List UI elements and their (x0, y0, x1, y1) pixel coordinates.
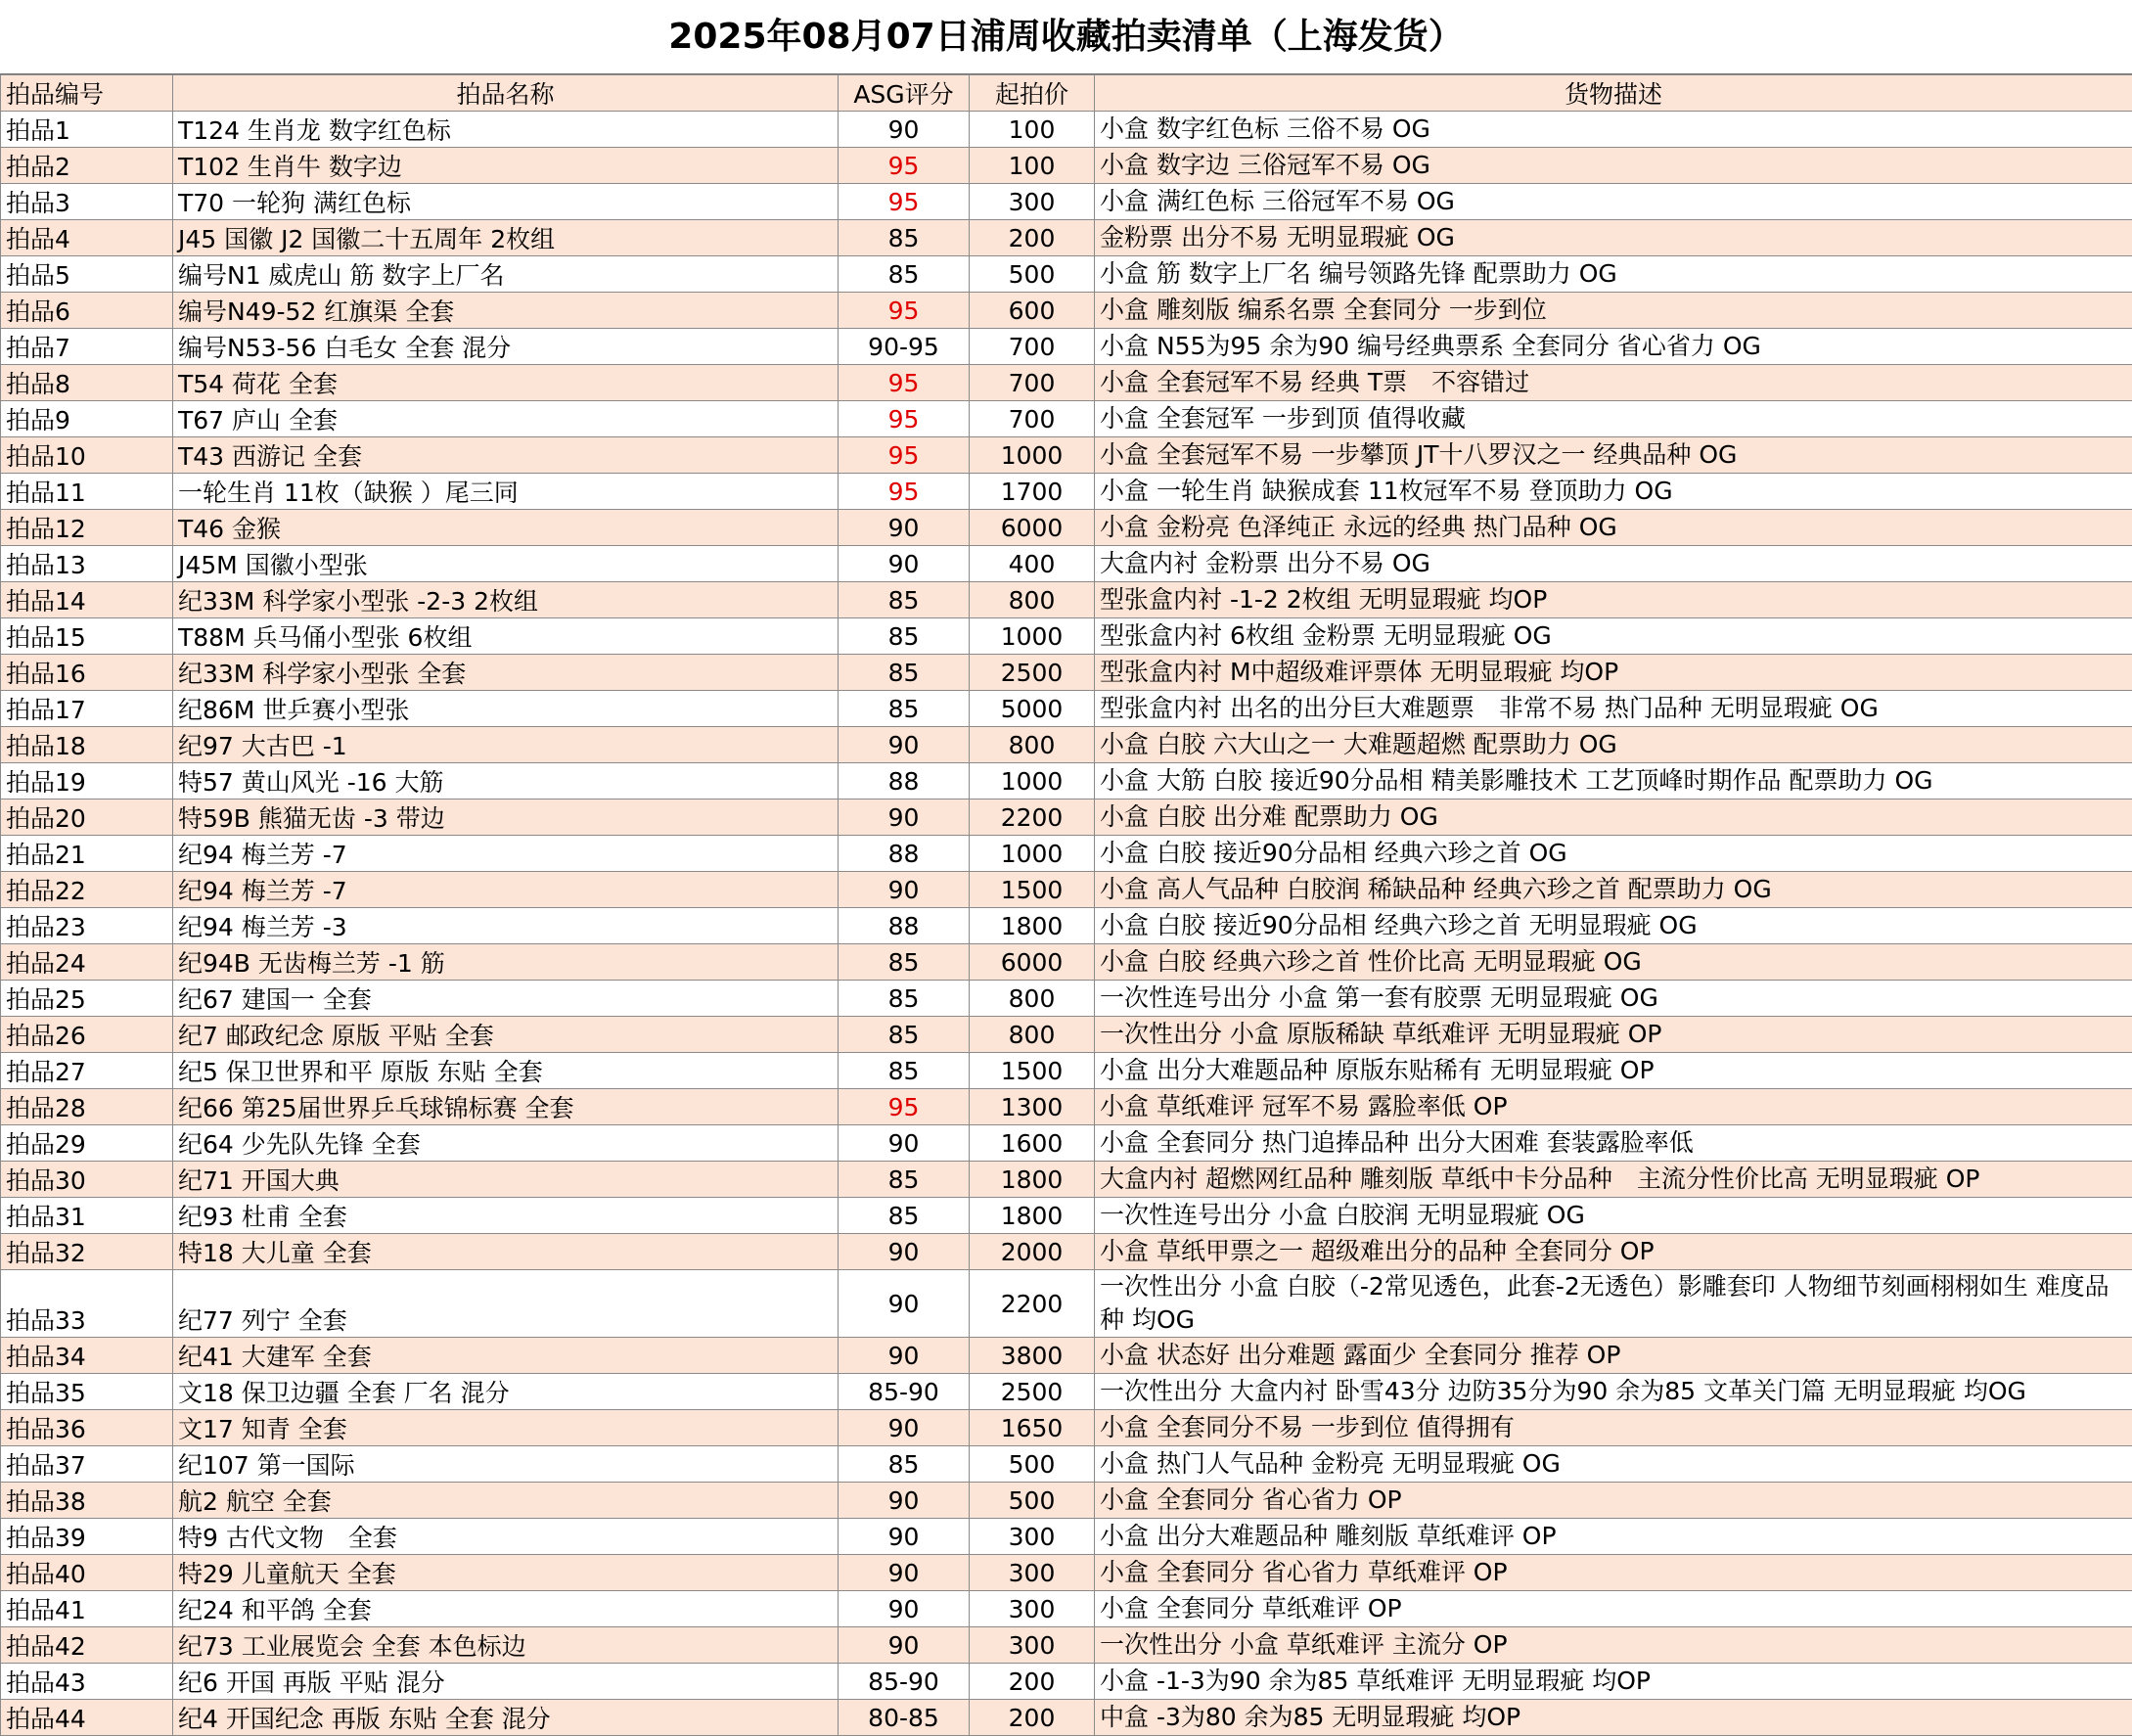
start-price-cell: 600 (970, 293, 1095, 329)
asg-score-cell: 85 (839, 1446, 970, 1483)
lot-id-cell: 拍品37 (1, 1446, 173, 1483)
asg-score-cell: 85 (839, 691, 970, 727)
lot-id-cell: 拍品32 (1, 1234, 173, 1270)
table-row (1, 329, 2132, 365)
table-row (1, 220, 2132, 256)
lot-id-cell: 拍品23 (1, 908, 173, 944)
start-price-cell: 1700 (970, 474, 1095, 510)
description-cell: 型张盒内衬 出名的出分巨大难题票 非常不易 热门品种 无明显瑕疵 OG (1095, 691, 2132, 727)
asg-score-cell: 85 (839, 655, 970, 691)
lot-name-cell: T124 生肖龙 数字红色标 (173, 112, 839, 148)
description-cell: 一次性连号出分 小盒 第一套有胶票 无明显瑕疵 OG (1095, 981, 2132, 1017)
header-asg-score: ASG评分 (839, 75, 970, 112)
page-title: 2025年08月07日浦周收藏拍卖清单（上海发货） (0, 0, 2132, 74)
asg-score-cell: 85-90 (839, 1664, 970, 1700)
lot-name-cell: 编号N53-56 白毛女 全套 混分 (173, 329, 839, 365)
description-cell: 小盒 全套冠军不易 一步攀顶 JT十八罗汉之一 经典品种 OG (1095, 437, 2132, 474)
lot-name-cell: T46 金猴 (173, 510, 839, 546)
lot-id-cell: 拍品11 (1, 474, 173, 510)
table-row (1, 836, 2132, 872)
lot-id-cell: 拍品12 (1, 510, 173, 546)
asg-score-cell: 95 (839, 1089, 970, 1125)
description-cell: 小盒 筋 数字上厂名 编号领路先锋 配票助力 OG (1095, 256, 2132, 293)
lot-name-cell: 特18 大儿童 全套 (173, 1234, 839, 1270)
description-cell: 小盒 白胶 出分难 配票助力 OG (1095, 799, 2132, 836)
asg-score-cell: 90 (839, 546, 970, 582)
description-cell: 小盒 大筋 白胶 接近90分品相 精美影雕技术 工艺顶峰时期作品 配票助力 OG (1095, 763, 2132, 799)
asg-score-cell: 85 (839, 256, 970, 293)
asg-score-cell: 95 (839, 365, 970, 401)
table-row (1, 1627, 2132, 1664)
table-row (1, 1410, 2132, 1446)
lot-name-cell: 纪64 少先队先锋 全套 (173, 1125, 839, 1162)
description-cell: 金粉票 出分不易 无明显瑕疵 OG (1095, 220, 2132, 256)
header-start-price: 起拍价 (970, 75, 1095, 112)
asg-score-cell: 85 (839, 1198, 970, 1234)
table-row (1, 1446, 2132, 1483)
asg-score-cell: 90 (839, 1555, 970, 1591)
table-row (1, 1234, 2132, 1270)
description-cell: 小盒 雕刻版 编系名票 全套同分 一步到位 (1095, 293, 2132, 329)
start-price-cell: 700 (970, 401, 1095, 437)
lot-id-cell: 拍品18 (1, 727, 173, 763)
table-row (1, 1374, 2132, 1410)
lot-id-cell: 拍品42 (1, 1627, 173, 1664)
start-price-cell: 6000 (970, 944, 1095, 981)
start-price-cell: 1000 (970, 836, 1095, 872)
lot-name-cell: 特57 黄山风光 -16 大筋 (173, 763, 839, 799)
table-row (1, 546, 2132, 582)
asg-score-cell: 90 (839, 1410, 970, 1446)
start-price-cell: 2200 (970, 1270, 1095, 1338)
table-row (1, 401, 2132, 437)
lot-name-cell: T102 生肖牛 数字边 (173, 148, 839, 184)
table-row (1, 1700, 2132, 1736)
table-row (1, 1017, 2132, 1053)
lot-id-cell: 拍品24 (1, 944, 173, 981)
lot-id-cell: 拍品33 (1, 1270, 173, 1338)
asg-score-cell: 85 (839, 582, 970, 618)
lot-id-cell: 拍品39 (1, 1519, 173, 1555)
description-cell: 小盒 白胶 接近90分品相 经典六珍之首 OG (1095, 836, 2132, 872)
table-row (1, 365, 2132, 401)
table-row (1, 655, 2132, 691)
start-price-cell: 300 (970, 1591, 1095, 1627)
asg-score-cell: 80-85 (839, 1700, 970, 1736)
table-row (1, 1591, 2132, 1627)
start-price-cell: 300 (970, 184, 1095, 220)
asg-score-cell: 90 (839, 872, 970, 908)
table-row (1, 474, 2132, 510)
description-cell: 型张盒内衬 6枚组 金粉票 无明显瑕疵 OG (1095, 618, 2132, 655)
lot-id-cell: 拍品25 (1, 981, 173, 1017)
start-price-cell: 200 (970, 220, 1095, 256)
asg-score-cell: 90 (839, 1591, 970, 1627)
lot-id-cell: 拍品20 (1, 799, 173, 836)
description-cell: 小盒 出分大难题品种 雕刻版 草纸难评 OP (1095, 1519, 2132, 1555)
lot-name-cell: 文17 知青 全套 (173, 1410, 839, 1446)
lot-name-cell: 纪97 大古巴 -1 (173, 727, 839, 763)
asg-score-cell: 88 (839, 836, 970, 872)
start-price-cell: 300 (970, 1555, 1095, 1591)
table-row (1, 256, 2132, 293)
description-cell: 型张盒内衬 -1-2 2枚组 无明显瑕疵 均OP (1095, 582, 2132, 618)
lot-name-cell: 纪6 开国 再版 平贴 混分 (173, 1664, 839, 1700)
table-row (1, 112, 2132, 148)
lot-name-cell: 纪107 第一国际 (173, 1446, 839, 1483)
start-price-cell: 2500 (970, 1374, 1095, 1410)
description-cell: 小盒 -1-3为90 余为85 草纸难评 无明显瑕疵 均OP (1095, 1664, 2132, 1700)
lot-id-cell: 拍品7 (1, 329, 173, 365)
table-row (1, 944, 2132, 981)
asg-score-cell: 95 (839, 293, 970, 329)
lot-id-cell: 拍品27 (1, 1053, 173, 1089)
lot-name-cell: 纪66 第25届世界乒乓球锦标赛 全套 (173, 1089, 839, 1125)
start-price-cell: 2200 (970, 799, 1095, 836)
description-cell: 大盒内衬 超燃网红品种 雕刻版 草纸中卡分品种 主流分性价比高 无明显瑕疵 OP (1095, 1162, 2132, 1198)
header-lot-name: 拍品名称 (173, 75, 839, 112)
start-price-cell: 800 (970, 1017, 1095, 1053)
table-body (1, 112, 2132, 1736)
description-cell: 小盒 出分大难题品种 原版东贴稀有 无明显瑕疵 OP (1095, 1053, 2132, 1089)
lot-name-cell: 纪4 开国纪念 再版 东贴 全套 混分 (173, 1700, 839, 1736)
lot-name-cell: 编号N49-52 红旗渠 全套 (173, 293, 839, 329)
lot-id-cell: 拍品1 (1, 112, 173, 148)
table-row (1, 691, 2132, 727)
table-row (1, 1125, 2132, 1162)
start-price-cell: 100 (970, 148, 1095, 184)
table-row (1, 727, 2132, 763)
start-price-cell: 100 (970, 112, 1095, 148)
lot-name-cell: T67 庐山 全套 (173, 401, 839, 437)
lot-id-cell: 拍品40 (1, 1555, 173, 1591)
start-price-cell: 1800 (970, 908, 1095, 944)
start-price-cell: 1650 (970, 1410, 1095, 1446)
table-row (1, 437, 2132, 474)
table-header-row (1, 75, 2132, 112)
lot-id-cell: 拍品26 (1, 1017, 173, 1053)
lot-id-cell: 拍品15 (1, 618, 173, 655)
asg-score-cell: 85 (839, 220, 970, 256)
table-row (1, 981, 2132, 1017)
lot-id-cell: 拍品14 (1, 582, 173, 618)
start-price-cell: 200 (970, 1700, 1095, 1736)
lot-id-cell: 拍品34 (1, 1338, 173, 1374)
asg-score-cell: 85-90 (839, 1374, 970, 1410)
asg-score-cell: 90 (839, 1270, 970, 1338)
start-price-cell: 2500 (970, 655, 1095, 691)
description-cell: 小盒 N55为95 余为90 编号经典票系 全套同分 省心省力 OG (1095, 329, 2132, 365)
table-row (1, 763, 2132, 799)
table-row (1, 1664, 2132, 1700)
description-cell: 一次性出分 小盒 白胶（-2常见透色，此套-2无透色）影雕套印 人物细节刻画栩栩如生 难度品种 均OG (1095, 1270, 2132, 1338)
description-cell: 小盒 全套同分 省心省力 OP (1095, 1483, 2132, 1519)
start-price-cell: 1800 (970, 1198, 1095, 1234)
start-price-cell: 1000 (970, 618, 1095, 655)
description-cell: 小盒 数字边 三俗冠军不易 OG (1095, 148, 2132, 184)
asg-score-cell: 85 (839, 944, 970, 981)
description-cell: 大盒内衬 金粉票 出分不易 OG (1095, 546, 2132, 582)
lot-name-cell: T54 荷花 全套 (173, 365, 839, 401)
lot-id-cell: 拍品21 (1, 836, 173, 872)
lot-name-cell: T70 一轮狗 满红色标 (173, 184, 839, 220)
description-cell: 小盒 全套同分 热门追捧品种 出分大困难 套装露脸率低 (1095, 1125, 2132, 1162)
header-lot-id: 拍品编号 (1, 75, 173, 112)
table-row (1, 1053, 2132, 1089)
description-cell: 小盒 全套同分不易 一步到位 值得拥有 (1095, 1410, 2132, 1446)
lot-name-cell: 特29 儿童航天 全套 (173, 1555, 839, 1591)
asg-score-cell: 90 (839, 1125, 970, 1162)
lot-name-cell: 纪93 杜甫 全套 (173, 1198, 839, 1234)
lot-name-cell: 一轮生肖 11枚（缺猴 ）尾三同 (173, 474, 839, 510)
lot-name-cell: 纪33M 科学家小型张 全套 (173, 655, 839, 691)
description-cell: 小盒 全套冠军不易 经典 T票 不容错过 (1095, 365, 2132, 401)
description-cell: 一次性出分 小盒 草纸难评 主流分 OP (1095, 1627, 2132, 1664)
description-cell: 小盒 白胶 经典六珍之首 性价比高 无明显瑕疵 OG (1095, 944, 2132, 981)
lot-name-cell: 纪67 建国一 全套 (173, 981, 839, 1017)
asg-score-cell: 95 (839, 437, 970, 474)
asg-score-cell: 88 (839, 763, 970, 799)
lot-id-cell: 拍品3 (1, 184, 173, 220)
start-price-cell: 500 (970, 1446, 1095, 1483)
lot-id-cell: 拍品38 (1, 1483, 173, 1519)
table-row (1, 799, 2132, 836)
lot-name-cell: 纪94 梅兰芳 -7 (173, 836, 839, 872)
asg-score-cell: 90 (839, 727, 970, 763)
lot-id-cell: 拍品41 (1, 1591, 173, 1627)
start-price-cell: 1000 (970, 763, 1095, 799)
lot-id-cell: 拍品44 (1, 1700, 173, 1736)
lot-name-cell: 纪5 保卫世界和平 原版 东贴 全套 (173, 1053, 839, 1089)
start-price-cell: 5000 (970, 691, 1095, 727)
asg-score-cell: 95 (839, 184, 970, 220)
asg-score-cell: 90 (839, 1338, 970, 1374)
start-price-cell: 800 (970, 727, 1095, 763)
description-cell: 小盒 全套同分 草纸难评 OP (1095, 1591, 2132, 1627)
asg-score-cell: 90 (839, 112, 970, 148)
lot-name-cell: 纪94 梅兰芳 -3 (173, 908, 839, 944)
start-price-cell: 6000 (970, 510, 1095, 546)
lot-name-cell: 文18 保卫边疆 全套 厂名 混分 (173, 1374, 839, 1410)
table-row (1, 908, 2132, 944)
lot-name-cell: 纪71 开国大典 (173, 1162, 839, 1198)
lot-name-cell: 纪94 梅兰芳 -7 (173, 872, 839, 908)
asg-score-cell: 90 (839, 1483, 970, 1519)
description-cell: 小盒 全套冠军 一步到顶 值得收藏 (1095, 401, 2132, 437)
lot-id-cell: 拍品6 (1, 293, 173, 329)
start-price-cell: 700 (970, 329, 1095, 365)
description-cell: 小盒 满红色标 三俗冠军不易 OG (1095, 184, 2132, 220)
asg-score-cell: 85 (839, 981, 970, 1017)
description-cell: 一次性出分 小盒 原版稀缺 草纸难评 无明显瑕疵 OP (1095, 1017, 2132, 1053)
table-row (1, 582, 2132, 618)
lot-name-cell: 纪73 工业展览会 全套 本色标边 (173, 1627, 839, 1664)
asg-score-cell: 95 (839, 474, 970, 510)
lot-id-cell: 拍品30 (1, 1162, 173, 1198)
lot-name-cell: 纪41 大建军 全套 (173, 1338, 839, 1374)
table-row (1, 1519, 2132, 1555)
lot-name-cell: 纪7 邮政纪念 原版 平贴 全套 (173, 1017, 839, 1053)
description-cell: 小盒 状态好 出分难题 露面少 全套同分 推荐 OP (1095, 1338, 2132, 1374)
lot-id-cell: 拍品19 (1, 763, 173, 799)
lot-id-cell: 拍品9 (1, 401, 173, 437)
lot-name-cell: T43 西游记 全套 (173, 437, 839, 474)
lot-id-cell: 拍品5 (1, 256, 173, 293)
description-cell: 小盒 草纸甲票之一 超级难出分的品种 全套同分 OP (1095, 1234, 2132, 1270)
asg-score-cell: 95 (839, 148, 970, 184)
description-cell: 小盒 白胶 接近90分品相 经典六珍之首 无明显瑕疵 OG (1095, 908, 2132, 944)
description-cell: 型张盒内衬 M中超级难评票体 无明显瑕疵 均OP (1095, 655, 2132, 691)
lot-name-cell: 航2 航空 全套 (173, 1483, 839, 1519)
start-price-cell: 800 (970, 582, 1095, 618)
start-price-cell: 1300 (970, 1089, 1095, 1125)
lot-name-cell: 纪77 列宁 全套 (173, 1270, 839, 1338)
lot-id-cell: 拍品31 (1, 1198, 173, 1234)
lot-name-cell: 纪86M 世乒赛小型张 (173, 691, 839, 727)
description-cell: 小盒 草纸难评 冠军不易 露脸率低 OP (1095, 1089, 2132, 1125)
asg-score-cell: 85 (839, 1162, 970, 1198)
start-price-cell: 1500 (970, 1053, 1095, 1089)
start-price-cell: 500 (970, 256, 1095, 293)
asg-score-cell: 90 (839, 1627, 970, 1664)
lot-id-cell: 拍品36 (1, 1410, 173, 1446)
lot-id-cell: 拍品16 (1, 655, 173, 691)
start-price-cell: 200 (970, 1664, 1095, 1700)
description-cell: 小盒 数字红色标 三俗不易 OG (1095, 112, 2132, 148)
table-row (1, 1162, 2132, 1198)
table-row (1, 1198, 2132, 1234)
start-price-cell: 3800 (970, 1338, 1095, 1374)
lot-name-cell: J45 国徽 J2 国徽二十五周年 2枚组 (173, 220, 839, 256)
lot-id-cell: 拍品10 (1, 437, 173, 474)
asg-score-cell: 90 (839, 1234, 970, 1270)
lot-id-cell: 拍品28 (1, 1089, 173, 1125)
description-cell: 小盒 白胶 六大山之一 大难题超燃 配票助力 OG (1095, 727, 2132, 763)
table-row (1, 293, 2132, 329)
start-price-cell: 300 (970, 1627, 1095, 1664)
lot-id-cell: 拍品2 (1, 148, 173, 184)
start-price-cell: 300 (970, 1519, 1095, 1555)
start-price-cell: 1000 (970, 437, 1095, 474)
description-cell: 一次性出分 大盒内衬 卧雪43分 边防35分为90 余为85 文革关门篇 无明显瑕疵 均OG (1095, 1374, 2132, 1410)
start-price-cell: 2000 (970, 1234, 1095, 1270)
description-cell: 小盒 热门人气品种 金粉亮 无明显瑕疵 OG (1095, 1446, 2132, 1483)
table-row (1, 872, 2132, 908)
description-cell: 小盒 高人气品种 白胶润 稀缺品种 经典六珍之首 配票助力 OG (1095, 872, 2132, 908)
table-row (1, 1338, 2132, 1374)
table-row (1, 1270, 2132, 1338)
lot-name-cell: J45M 国徽小型张 (173, 546, 839, 582)
description-cell: 中盒 -3为80 余为85 无明显瑕疵 均OP (1095, 1700, 2132, 1736)
description-cell: 小盒 一轮生肖 缺猴成套 11枚冠军不易 登顶助力 OG (1095, 474, 2132, 510)
lot-id-cell: 拍品17 (1, 691, 173, 727)
asg-score-cell: 88 (839, 908, 970, 944)
table-row (1, 1555, 2132, 1591)
asg-score-cell: 85 (839, 1053, 970, 1089)
description-cell: 一次性连号出分 小盒 白胶润 无明显瑕疵 OG (1095, 1198, 2132, 1234)
asg-score-cell: 85 (839, 618, 970, 655)
table-row (1, 618, 2132, 655)
table-row (1, 1089, 2132, 1125)
start-price-cell: 1800 (970, 1162, 1095, 1198)
lot-name-cell: T88M 兵马俑小型张 6枚组 (173, 618, 839, 655)
start-price-cell: 700 (970, 365, 1095, 401)
lot-id-cell: 拍品4 (1, 220, 173, 256)
lot-id-cell: 拍品8 (1, 365, 173, 401)
description-cell: 小盒 全套同分 省心省力 草纸难评 OP (1095, 1555, 2132, 1591)
header-description: 货物描述 (1095, 75, 2132, 112)
start-price-cell: 1600 (970, 1125, 1095, 1162)
asg-score-cell: 90 (839, 510, 970, 546)
asg-score-cell: 85 (839, 1017, 970, 1053)
asg-score-cell: 90 (839, 1519, 970, 1555)
asg-score-cell: 90-95 (839, 329, 970, 365)
lot-name-cell: 纪94B 无齿梅兰芳 -1 筋 (173, 944, 839, 981)
table-row (1, 148, 2132, 184)
table-row (1, 184, 2132, 220)
lot-name-cell: 编号N1 威虎山 筋 数字上厂名 (173, 256, 839, 293)
lot-name-cell: 特9 古代文物 全套 (173, 1519, 839, 1555)
lot-id-cell: 拍品43 (1, 1664, 173, 1700)
lot-id-cell: 拍品35 (1, 1374, 173, 1410)
auction-table (0, 74, 2132, 1736)
start-price-cell: 400 (970, 546, 1095, 582)
table-row (1, 510, 2132, 546)
description-cell: 小盒 金粉亮 色泽纯正 永远的经典 热门品种 OG (1095, 510, 2132, 546)
asg-score-cell: 90 (839, 799, 970, 836)
start-price-cell: 500 (970, 1483, 1095, 1519)
lot-name-cell: 纪24 和平鸽 全套 (173, 1591, 839, 1627)
lot-id-cell: 拍品29 (1, 1125, 173, 1162)
table-row (1, 1483, 2132, 1519)
asg-score-cell: 95 (839, 401, 970, 437)
lot-name-cell: 特59B 熊猫无齿 -3 带边 (173, 799, 839, 836)
lot-name-cell: 纪33M 科学家小型张 -2-3 2枚组 (173, 582, 839, 618)
lot-id-cell: 拍品22 (1, 872, 173, 908)
start-price-cell: 800 (970, 981, 1095, 1017)
lot-id-cell: 拍品13 (1, 546, 173, 582)
start-price-cell: 1500 (970, 872, 1095, 908)
